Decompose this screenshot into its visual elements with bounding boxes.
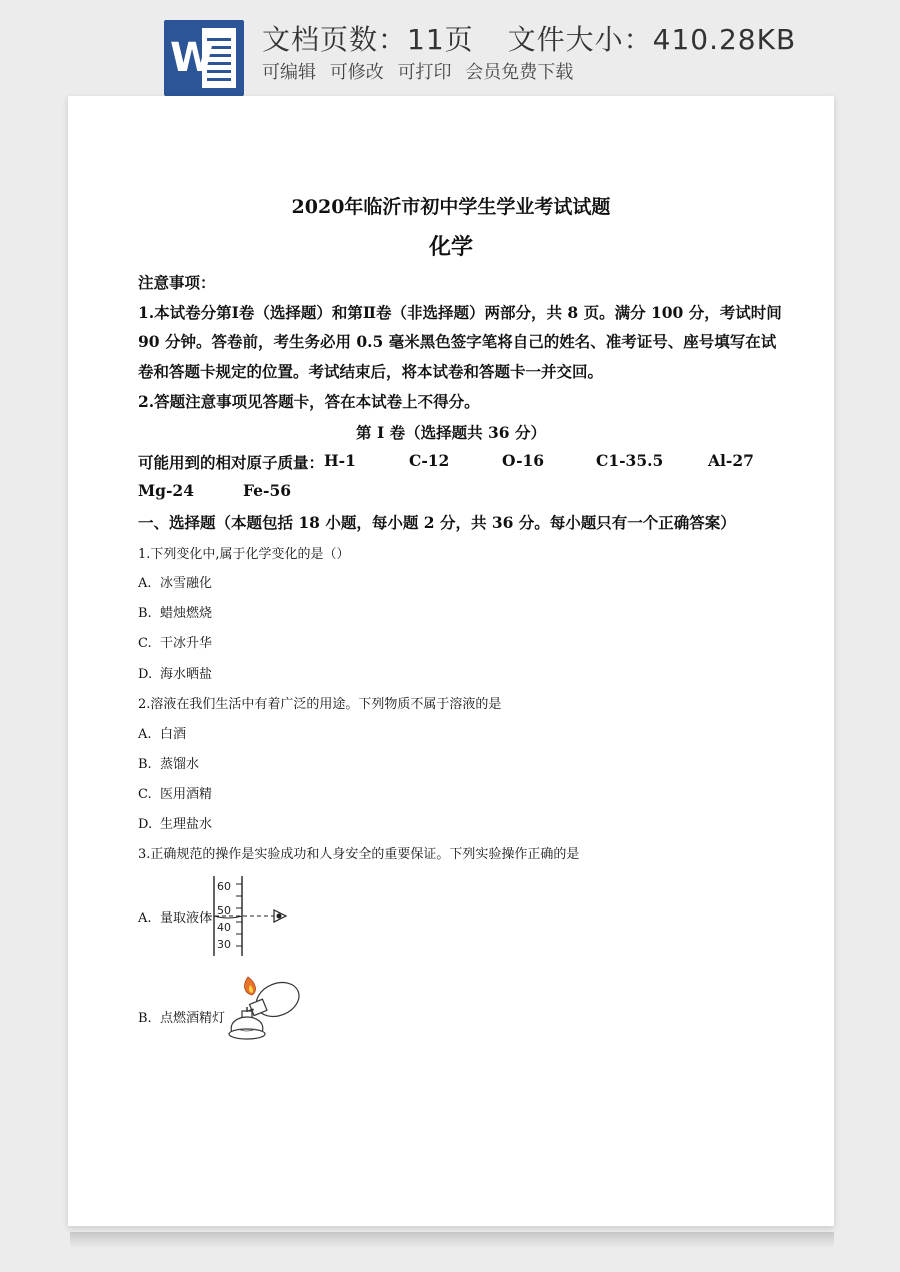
atomic-mass-h: H-1 [324,451,356,470]
cylinder-tick-50: 50 [217,904,231,917]
question-1-option-d[interactable]: D. 海水晒盐 [138,667,213,682]
question-1-option-b[interactable]: B. 蜡烛燃烧 [138,606,213,621]
part-one-heading: 一、选择题（本题包括 18 小题，每小题 2 分，共 36 分。每小题只有一个正确答案） [138,513,736,532]
word-document-icon: W [164,20,244,96]
page-count: 文档页数：11页 [262,23,474,56]
exam-title: 2020年临沂市初中学生学业考试试题 [291,196,611,218]
question-3-option-a[interactable]: A. 量取液体 [138,911,213,926]
question-2-option-b[interactable]: B. 蒸馏水 [138,757,200,772]
question-2-option-d[interactable]: D. 生理盐水 [138,817,213,832]
question-2-option-c[interactable]: C. 医用酒精 [138,787,213,802]
atomic-mass-o: O-16 [502,451,545,470]
section-heading: 第 I 卷（选择题共 36 分） [356,423,546,442]
cylinder-tick-40: 40 [217,921,231,934]
cylinder-tick-60: 60 [217,880,231,893]
notice-2: 2.答题注意事项见答题卡，答在本试卷上不得分。 [138,392,480,411]
atomic-mass-cl: C1-35.5 [596,451,664,470]
question-3-stem: 3.正确规范的操作是实验成功和人身安全的重要保证。下列实验操作正确的是 [138,847,580,862]
feature-printable: 可打印 [397,62,452,83]
notice-1-line-2: 90 分钟。答卷前，考生务必用 0.5 毫米黑色签字笔将自己的姓名、准考证号、座号填写在试 [138,332,777,351]
document-meta [262,18,796,58]
atomic-mass-label: 可能用到的相对原子质量： [138,453,325,472]
atomic-mass-c: C-12 [409,451,450,470]
atomic-mass-al: Al-27 [708,451,754,470]
document-page [68,96,834,1226]
notice-1-line-3: 卷和答题卡规定的位置。考试结束后，将本试卷和答题卡一并交回。 [138,362,604,381]
alcohol-lamp-figure [218,971,308,1061]
question-1-option-c[interactable]: C. 干冰升华 [138,636,213,651]
download-banner [0,0,900,96]
question-1-stem: 1.下列变化中,属于化学变化的是（） [138,547,350,562]
question-1-option-a[interactable]: A. 冰雪融化 [138,576,213,591]
feature-free-download[interactable]: 会员免费下载 [465,62,574,83]
question-2-option-a[interactable]: A. 白酒 [138,727,187,742]
exam-subject: 化学 [428,234,473,260]
atomic-mass-fe: Fe-56 [243,481,292,500]
question-3-option-b[interactable]: B. 点燃酒精灯 [138,1011,226,1026]
cylinder-tick-30: 30 [217,938,231,951]
feature-editable: 可编辑 [262,62,316,83]
feature-list [262,58,581,84]
notice-1-line-1: 1.本试卷分第Ⅰ卷（选择题）和第Ⅱ卷（非选择题）两部分，共 8 页。满分 100 分，考试时间 [138,303,782,322]
feature-modifiable: 可修改 [329,62,384,83]
atomic-mass-row-2 [138,481,438,501]
graduated-cylinder-figure [208,874,308,958]
notice-heading: 注意事项： [138,273,216,292]
file-size: 文件大小：410.28KB [507,23,797,56]
page-shadow [70,1232,834,1248]
atomic-mass-row-1 [138,451,778,471]
question-2-stem: 2.溶液在我们生活中有着广泛的用途。下列物质不属于溶液的是 [138,697,502,712]
atomic-mass-mg: Mg-24 [138,481,194,500]
